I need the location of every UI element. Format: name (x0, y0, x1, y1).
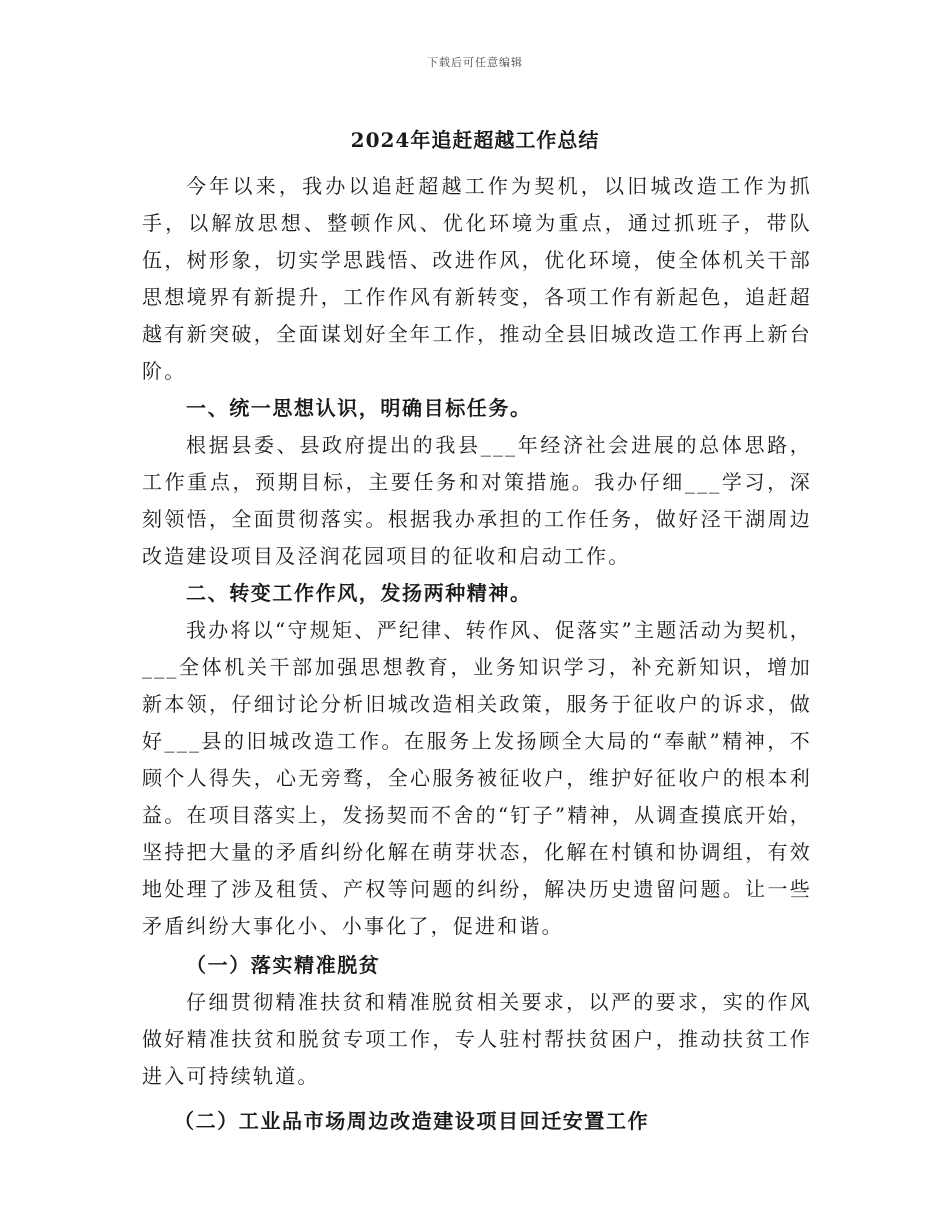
subsection-1-heading: （一）落实精准脱贫 (186, 953, 381, 977)
section-2-heading: 二、转变工作作风，发扬两种精神。 (186, 581, 532, 605)
section-1-heading: 一、统一思想认识，明确目标任务。 (186, 396, 532, 420)
document-title: 2024年追赶超越工作总结 (350, 128, 600, 152)
document-body (142, 168, 812, 1140)
intro-paragraph: 今年以来，我办以追赶超越工作为契机，以旧城改造工作为抓手，以解放思想、整顿作风、优化环境为重点，通过抓班子，带队伍，树形象，切实学思践悟、改进作风，优化环境，使全体机关干部思想境界有新提升，工作作风有新转变，各项工作有新起色，追赶超越有新突破，全面谋划好全年工作，推动全县旧城改造工作再上新台阶。 (142, 174, 812, 383)
section-1-paragraph: 根据县委、县政府提出的我县___年经济社会进展的总体思路，工作重点，预期目标，主要任务和对策措施。我办仔细___学习，深刻领悟，全面贯彻落实。根据我办承担的工作任务，做好泾干湖周边改造建设项目及泾润花园项目的征收和启动工作。 (142, 433, 812, 568)
subsection-2-heading: （二）工业品市场周边改造建设项目回迁安置工作 (174, 1109, 650, 1133)
subsection-1-paragraph: 仔细贯彻精准扶贫和精准脱贫相关要求，以严的要求，实的作风做好精准扶贫和脱贫专项工作，专人驻村帮扶贫困户，推动扶贫工作进入可持续轨道。 (142, 990, 812, 1088)
section-2-paragraph: 我办将以“守规矩、严纪律、转作风、促落实”主题活动为契机，___全体机关干部加强思想教育，业务知识学习，补充新知识，增加新本领，仔细讨论分析旧城改造相关政策，服务于征收户的诉求，做好___县的旧城改造工作。在服务上发扬顾全大局的“奉献”精神，不顾个人得失，心无旁骛，全心服务被征收户，维护好征收户的根本利益。在项目落实上，发扬契而不舍的“钉子”精神，从调查摸底开始，坚持把大量的矛盾纠纷化解在萌芽状态，化解在村镇和协调组，有效地处理了涉及租赁、产权等问题的纠纷，解决历史遗留问题。让一些矛盾纠纷大事化小、小事化了，促进和谐。 (142, 618, 812, 938)
page-header-note: 下载后可任意编辑 (427, 56, 523, 69)
